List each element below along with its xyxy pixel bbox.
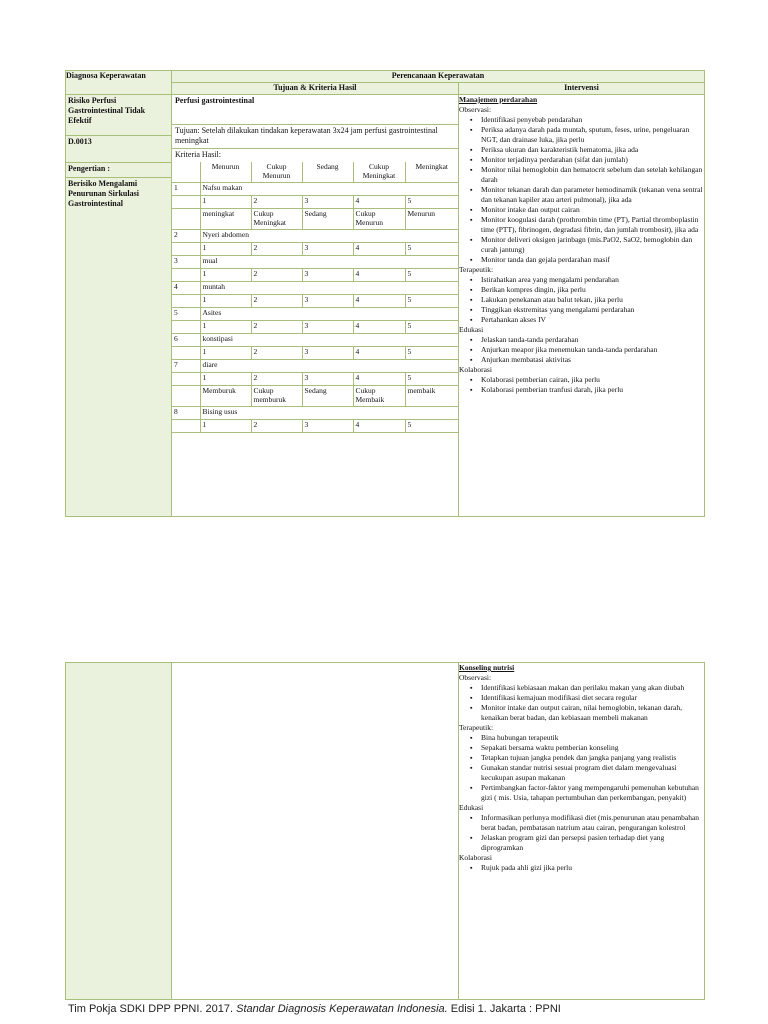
scale-number: 1: [200, 243, 251, 256]
intervention-title: Konseling nutrisi: [459, 663, 515, 672]
scale-number: 4: [353, 373, 405, 386]
criteria-no: 7: [172, 360, 200, 373]
edukasi-list: [459, 335, 704, 365]
list-item: ▪ Kolaborasi pemberian cairan, jika perlu: [481, 375, 704, 385]
criteria-row: [172, 334, 458, 347]
scale-number-row: [172, 269, 458, 282]
kolaborasi-list: [459, 375, 704, 395]
list-item: ▪ Monitor intake dan output cairan: [481, 205, 704, 215]
scale-number: 1: [200, 420, 251, 433]
scale-number: 4: [353, 321, 405, 334]
diagnosis-column-empty: [66, 663, 172, 1000]
criteria-label: Asites: [200, 308, 458, 321]
diagnosa-header: Diagnosa Keperawatan: [66, 71, 172, 95]
scale-number: 4: [353, 269, 405, 282]
criteria-label: mual: [200, 256, 458, 269]
criteria-label: muntah: [200, 282, 458, 295]
scale-label: meningkat: [200, 209, 251, 230]
list-item: ▪ Identifikasi penyebab pendarahan: [481, 115, 704, 125]
list-item: ▪ Monitor tekanan darah dan parameter hemodinamik (tekanan vena sentral dan tekanan kapiler atau arteri pulmonal), jika ada: [481, 185, 704, 205]
list-item: ▪ Monitor nilai hemoglobin dan hematocrit sebelum dan setelah kehilangan darah: [481, 165, 704, 185]
list-item: ▪ Tinggikan ekstremitas yang mengalami perdarahan: [481, 305, 704, 315]
scale-number-row: [172, 347, 458, 360]
scale-number: 2: [251, 321, 302, 334]
list-item: ▪ Informasikan perlunya modifikasi diet (mis.penurunan atau penambahan berat badan, pembatasan natrium atau cairan, pengurangan kolestrol: [481, 813, 704, 833]
scale-number-row: [172, 420, 458, 433]
edukasi-label: Edukasi: [459, 325, 484, 334]
scale-label: Menurun: [405, 209, 458, 230]
pengertian-text: Berisiko Mengalami Penurunan Sirkulasi Gastrointestinal: [66, 177, 171, 210]
criteria-row: [172, 360, 458, 373]
list-item: ▪ Monitor koogulasi darah (prothrombin time (PT), Partial thromboplastin time (PTT), fibrinogen, degradasi fibrin, dan jumlah trombosit), jika ada: [481, 215, 704, 235]
list-item: ▪ Tetapkan tujuan jangka pendek dan jangka panjang yang realistis: [481, 753, 704, 763]
scale-number: 2: [251, 196, 302, 209]
criteria-row: [172, 256, 458, 269]
scale-number: 4: [353, 295, 405, 308]
scale-number: 5: [405, 196, 458, 209]
scale-number: 1: [200, 196, 251, 209]
observasi-list: [459, 683, 704, 723]
scale-number: 3: [302, 269, 353, 282]
diagnosis-title: Risiko Perfusi Gastrointestinal Tidak Efektif: [68, 96, 146, 125]
list-item: ▪ Anjurkan meapor jika menemukan tanda-tanda perdarahan: [481, 345, 704, 355]
scale-number: 4: [353, 196, 405, 209]
criteria-no: 1: [172, 183, 200, 196]
criteria-no: 2: [172, 230, 200, 243]
scale-number: 1: [200, 373, 251, 386]
scale-number-row: [172, 243, 458, 256]
criteria-no: 3: [172, 256, 200, 269]
terapeutik-list: [459, 275, 704, 325]
list-item: ▪ Monitor terjadinya perdarahan (sifat dan jumlah): [481, 155, 704, 165]
list-item: ▪ Jelaskan program gizi dan persepsi pasien terhadap diet yang diprogramkan: [481, 833, 704, 853]
scale-label: Memburuk: [200, 386, 251, 407]
scale-number: 1: [200, 295, 251, 308]
scale-label: Menurun: [200, 162, 251, 183]
scale-label: Cukup Meningkat: [251, 209, 302, 230]
scale-label: Cukup Meningkat: [353, 162, 405, 183]
criteria-label: Kriteria Hasil:: [172, 148, 458, 162]
criteria-row: [172, 230, 458, 243]
scale-number: 2: [251, 243, 302, 256]
criteria-no: 6: [172, 334, 200, 347]
list-item: ▪ Pertahankan akses IV: [481, 315, 704, 325]
scale-number: 5: [405, 243, 458, 256]
scale-number: 4: [353, 420, 405, 433]
scale-number: 5: [405, 269, 458, 282]
list-item: ▪ Anjurkan membatasi aktivitas: [481, 355, 704, 365]
terapeutik-label: Terapeutik:: [459, 723, 494, 732]
care-plan-table-continued: [65, 662, 705, 1000]
list-item: ▪ Istirahatkan area yang mengalami pendarahan: [481, 275, 704, 285]
list-item: ▪ Lakukan penekanan atau balut tekan, jika perlu: [481, 295, 704, 305]
diagnosis-code: D.0013: [66, 135, 171, 162]
intervention-column: [459, 663, 705, 1000]
scale-number: 1: [200, 347, 251, 360]
scale-number: 3: [302, 295, 353, 308]
pengertian-label: Pengertian :: [66, 162, 171, 177]
scale-number-row: [172, 295, 458, 308]
scale-label: Sedang: [302, 209, 353, 230]
care-plan-table: [65, 70, 705, 517]
observasi-label: Observasi:: [459, 673, 492, 682]
criteria-label: diare: [200, 360, 458, 373]
terapeutik-list: [459, 733, 704, 803]
list-item: ▪ Monitor tanda dan gejala perdarahan masif: [481, 255, 704, 265]
scale-number: 3: [302, 196, 353, 209]
criteria-label: Nafsu makan: [200, 183, 458, 196]
terapeutik-label: Terapeutik:: [459, 265, 494, 274]
citation-title: Standar Diagnosis Keperawatan Indonesia.: [236, 1003, 448, 1015]
list-item: ▪ Monitor deliveri oksigen jarinbagn (mis.PaO2, SaO2, hemoglobin dan curah jantung): [481, 235, 704, 255]
list-item: ▪ Gunakan standar nutrisi sesuai program diet dalam mengevaluasi kecukupan asupan makanan: [481, 763, 704, 783]
criteria-table: [172, 162, 458, 433]
scale-number: 5: [405, 420, 458, 433]
scale-number: 4: [353, 347, 405, 360]
scale-number: 3: [302, 347, 353, 360]
scale-number: 2: [251, 420, 302, 433]
scale-number: 2: [251, 295, 302, 308]
outcome-column: [172, 95, 459, 517]
criteria-no: 8: [172, 407, 200, 420]
list-item: ▪ Sepakati bersama waktu pemberian konseling: [481, 743, 704, 753]
list-item: ▪ Periksa adanya darah pada muntah, sputum, feses, urine, pengeluaran NGT, dan drainase luka, jika perlu: [481, 125, 704, 145]
list-item: ▪ Jelaskan tanda-tanda perdarahan: [481, 335, 704, 345]
scale-label: membaik: [405, 386, 458, 407]
criteria-no: 4: [172, 282, 200, 295]
observasi-label: Observasi:: [459, 105, 492, 114]
list-item: ▪ Kolaborasi pemberian tranfusi darah, jika perlu: [481, 385, 704, 395]
list-item: ▪ Rujuk pada ahli gizi jika perlu: [481, 863, 704, 873]
scale-number: 5: [405, 347, 458, 360]
tujuan-header: Tujuan & Kriteria Hasil: [172, 83, 459, 95]
citation-prefix: Tim Pokja SDKI DPP PPNI. 2017.: [68, 1003, 237, 1015]
criteria-label: Bising usus: [200, 407, 458, 420]
scale-number-row: [172, 321, 458, 334]
scale-label: Cukup Menurun: [353, 209, 405, 230]
kolaborasi-label: Kolaborasi: [459, 853, 492, 862]
observasi-list: [459, 115, 704, 265]
edukasi-list: [459, 813, 704, 853]
scale-number: 1: [200, 269, 251, 282]
list-item: ▪ Bina hubungan terapeutik: [481, 733, 704, 743]
criteria-row: [172, 282, 458, 295]
list-item: ▪ Identifikasi kebiasaan makan dan perilaku makan yang akan diubah: [481, 683, 704, 693]
list-item: ▪ Identifikasi kemajuan modifikasi diet secara regular: [481, 693, 704, 703]
scale-number: 3: [302, 420, 353, 433]
scale-label: Cukup memburuk: [251, 386, 302, 407]
diagnosis-column: [66, 95, 172, 517]
kolaborasi-label: Kolaborasi: [459, 365, 492, 374]
kolaborasi-list: [459, 863, 704, 873]
scale-label-row: [172, 386, 458, 407]
intervention-column: [459, 95, 705, 517]
intervensi-header: Intervensi: [459, 83, 705, 95]
scale-number: 5: [405, 295, 458, 308]
list-item: ▪ Monitor intake dan output cairan, nilai hemoglobin, tekanan darah, kenaikan berat badan, dan kebiasaan membeli makanan: [481, 703, 704, 723]
list-item: ▪ Pertimbangkan factor-faktor yang mempengaruhi pemenuhan kebutuhan gizi ( mis. Usia, tahapan pertumbuhan dan perkembangan, penyakit): [481, 783, 704, 803]
scale-number: 3: [302, 321, 353, 334]
scale-label: Sedang: [302, 162, 353, 183]
citation-footer: [68, 1003, 561, 1015]
scale-label: Meningkat: [405, 162, 458, 183]
scale-label-row: [172, 209, 458, 230]
intervention-title: Manajemen perdarahan: [459, 95, 538, 104]
scale-number: 2: [251, 269, 302, 282]
scale-number: 2: [251, 373, 302, 386]
list-item: ▪ Berikan kompres dingin, jika perlu: [481, 285, 704, 295]
scale-number: 2: [251, 347, 302, 360]
outcome-goal: Tujuan: Setelah dilakukan tindakan keperawatan 3x24 jam perfusi gastrointestinal meningkat: [172, 124, 458, 148]
list-item: ▪ Periksa ukuran dan karakteristik hematoma, jika ada: [481, 145, 704, 155]
edukasi-label: Edukasi: [459, 803, 484, 812]
criteria-row: [172, 183, 458, 196]
scale-number: 5: [405, 373, 458, 386]
citation-suffix: Edisi 1. Jakarta : PPNI: [447, 1003, 561, 1015]
scale-label: Cukup Membaik: [353, 386, 405, 407]
criteria-no: 5: [172, 308, 200, 321]
criteria-label: Nyeri abdomen: [200, 230, 458, 243]
scale-number: 4: [353, 243, 405, 256]
outcome-title: Perfusi gastrointestinal: [175, 96, 255, 105]
scale-number: 5: [405, 321, 458, 334]
scale-label: Cukup Menurun: [251, 162, 302, 183]
perencanaan-header: Perencanaan Keperawatan: [172, 71, 705, 83]
scale-number: 1: [200, 321, 251, 334]
scale-number-row: [172, 196, 458, 209]
criteria-row: [172, 407, 458, 420]
criteria-row: [172, 308, 458, 321]
scale-number: 3: [302, 243, 353, 256]
scale-header-row: [172, 162, 458, 183]
criteria-label: konstipasi: [200, 334, 458, 347]
scale-number-row: [172, 373, 458, 386]
scale-label: Sedang: [302, 386, 353, 407]
outcome-column-empty: [172, 663, 459, 1000]
scale-number: 3: [302, 373, 353, 386]
